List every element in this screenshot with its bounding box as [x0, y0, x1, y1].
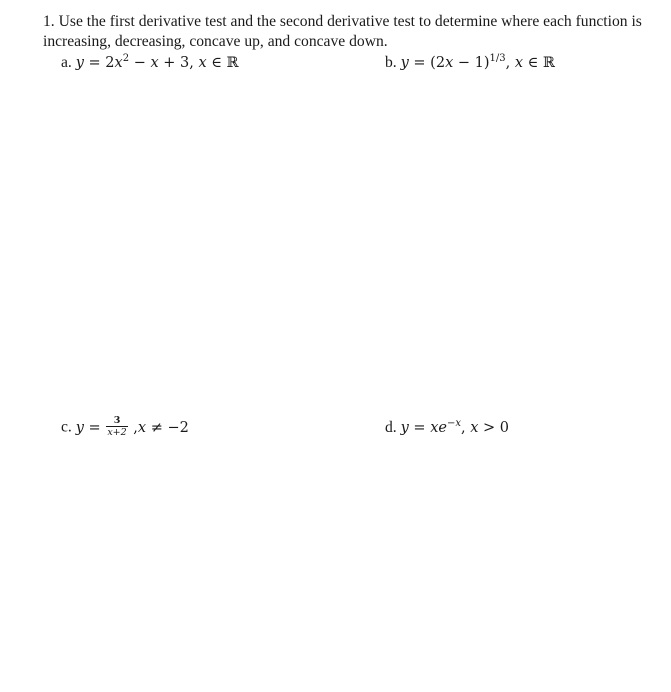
part-b [385, 53, 555, 73]
part-d-label: d. [385, 419, 397, 436]
part-d [385, 418, 509, 438]
part-c [61, 416, 189, 439]
question-text [43, 12, 653, 52]
part-b-label: b. [385, 54, 397, 71]
part-c-label: c. [61, 418, 72, 436]
part-c-fraction: $\frac{3}{x+2}$ [107, 415, 127, 438]
part-b-equation: $y = (2x - 1)^{1/3}$, x ∈ ℝ [400, 53, 556, 71]
part-a-label: a. [61, 54, 72, 71]
part-d-equation: $y = xe^{-x}$, x > 0 [400, 418, 509, 436]
question-number: 1. [43, 13, 55, 30]
part-a [61, 53, 239, 73]
question-prompt: Use the first derivative test and the second derivative test to determine where each function is increasing, decreasing, concave up, and concave down. [43, 13, 642, 50]
part-c-equation: y = $\frac{3}{x+2}$ ,x ≠ −2 [75, 415, 189, 438]
part-a-equation: $y = 2x^2 - x + 3$, x ∈ ℝ [75, 53, 239, 71]
